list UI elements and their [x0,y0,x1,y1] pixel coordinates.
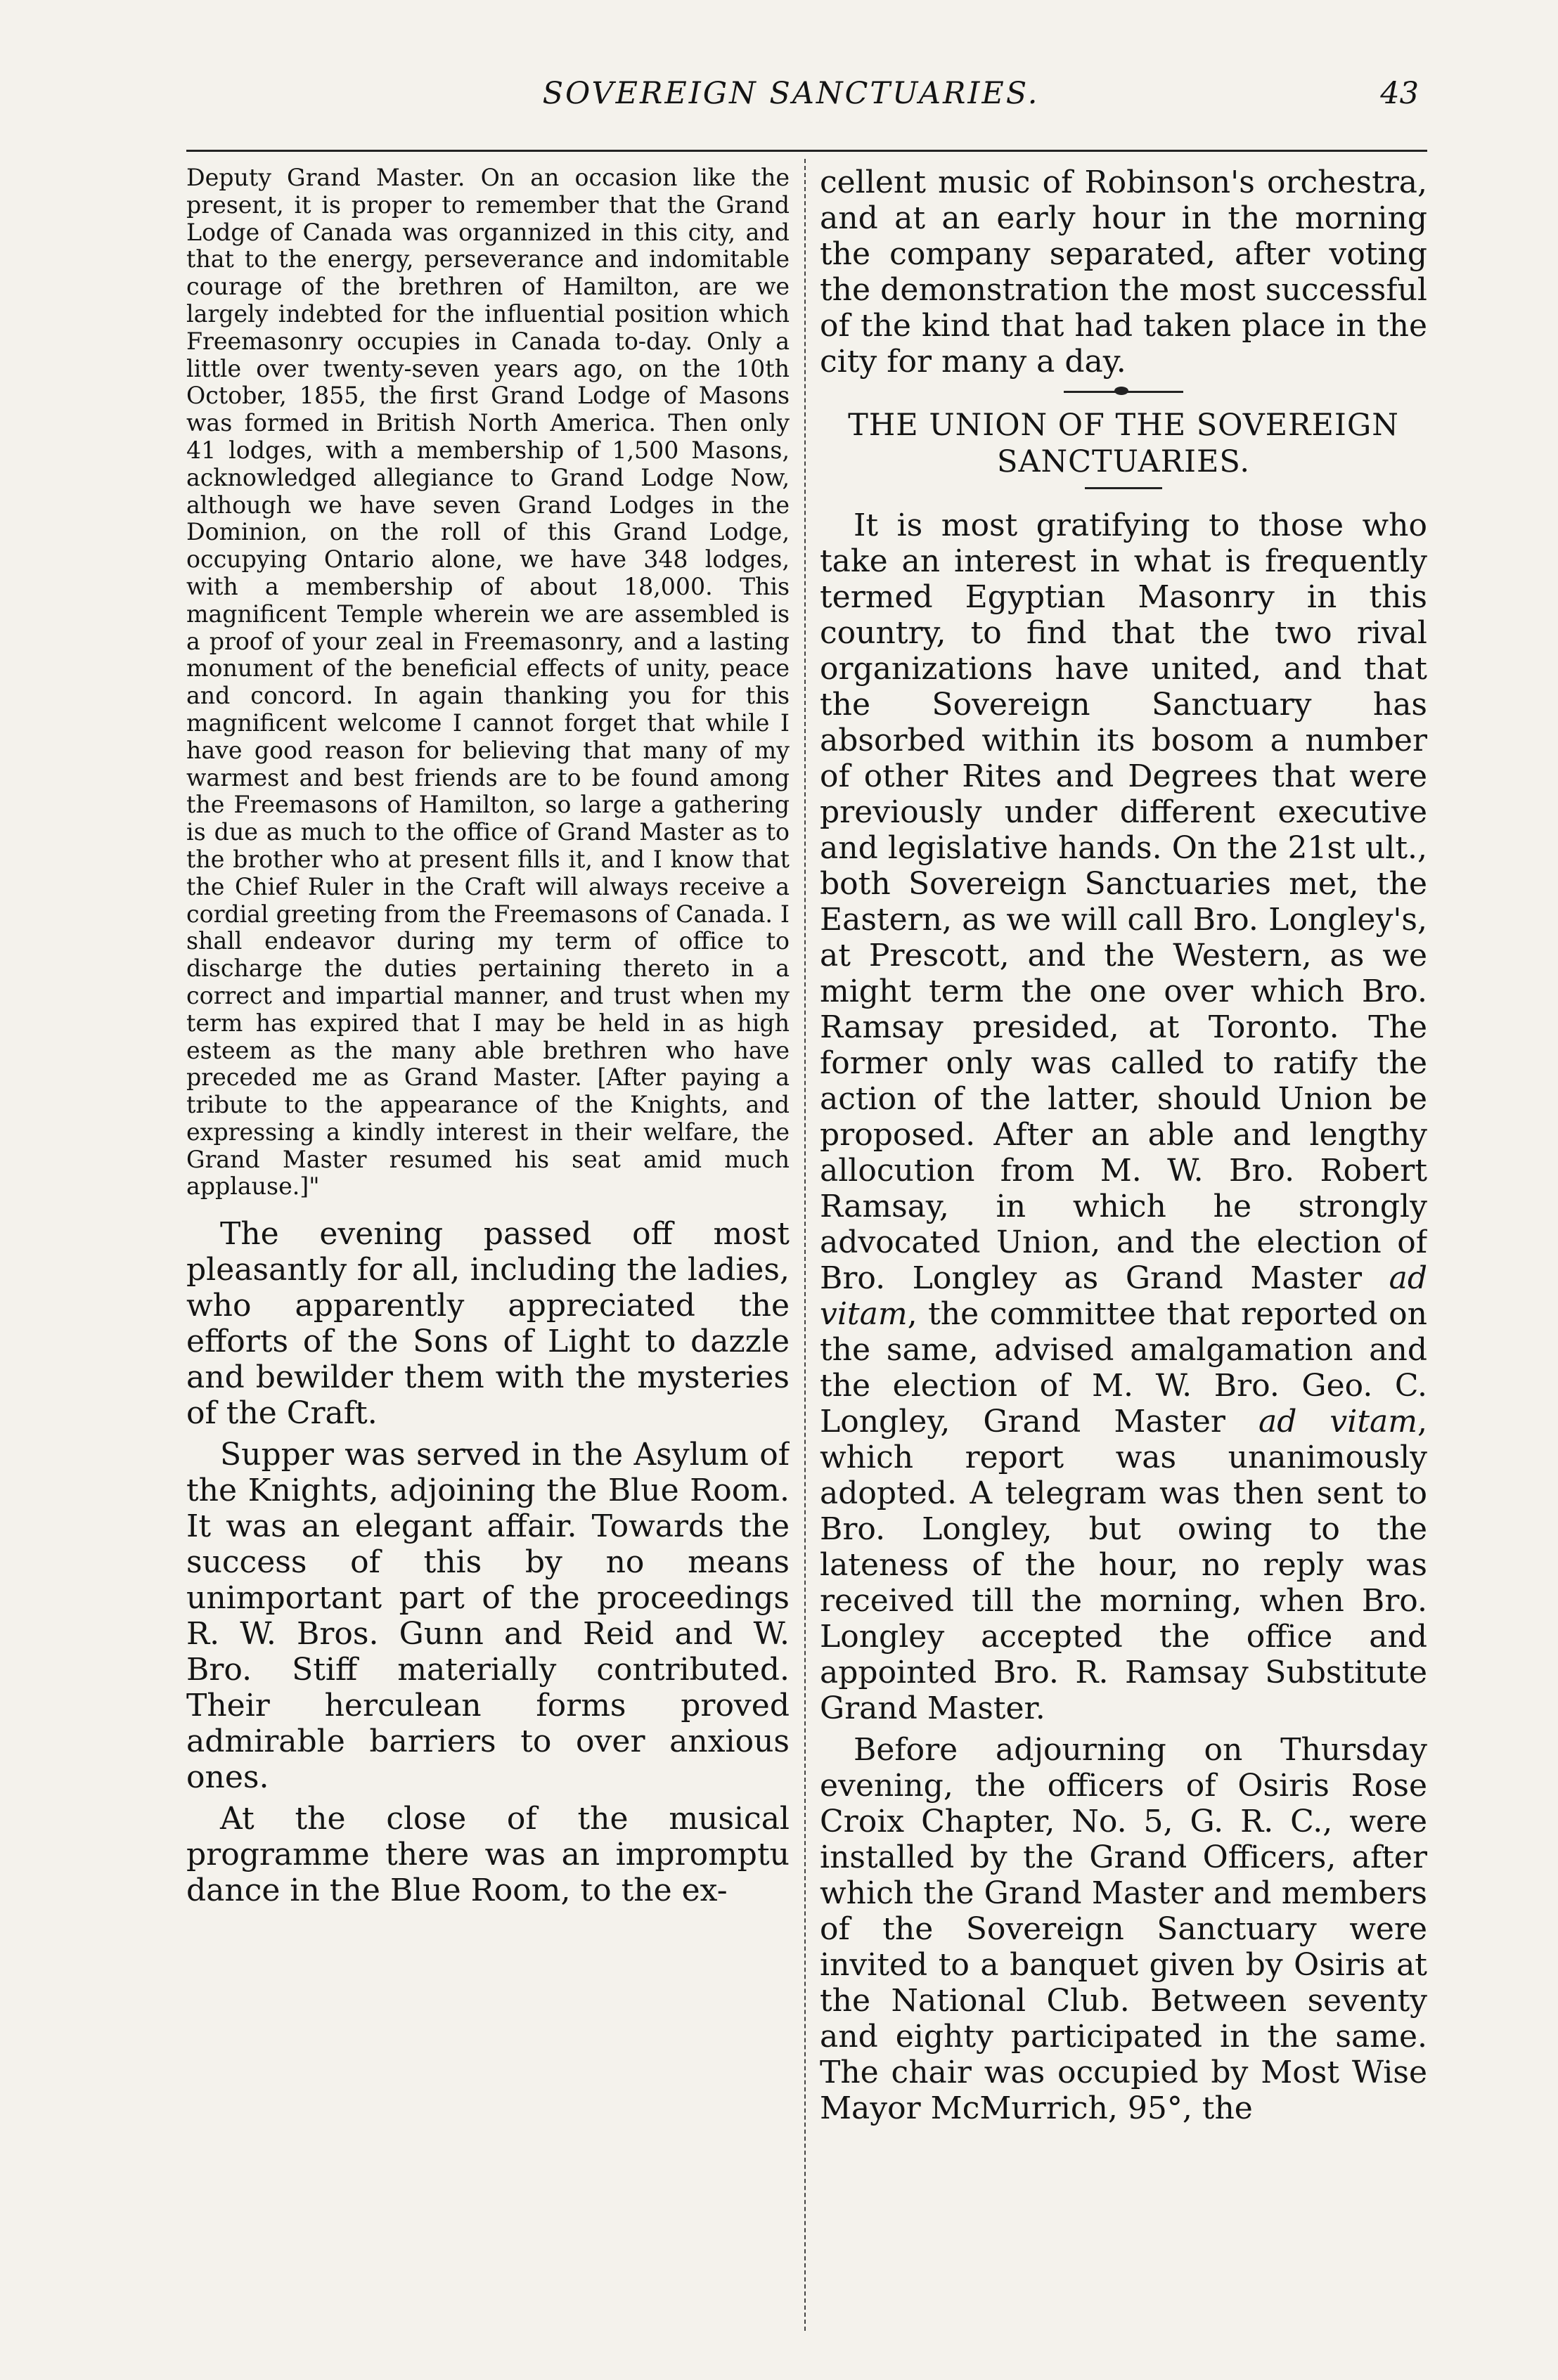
union-text-start: It is most gratifying to those who take an interest in what is frequently termed Egyptian Masonry in this country, to find that the two rival organizations have united, and that the Sovereign Sanctuary has absorbed within its bosom a number of other Rites and Degrees that were previously under different executive and legislative hands. On the 21st ult., both Sovereign Sanctuaries met, the Eastern, as we will call Bro. Longley's, at Prescott, and the Western, as we might term the one over which Bro. Ramsay presided, at Toronto. The former only was called to ratify the action of the latter, should Union be proposed. After an able and lengthy allocution from M. W. Bro. Robert Ramsay, in which he strongly advocated Union, and the election of Bro. Longley as Grand Master [820,507,1427,1296]
header-rule [186,150,1427,152]
union-text-end: , which report was unanimously adopted. A telegram was then sent to Bro. Longley, but owing to the lateness of the hour, no reply was received till the morning, when Bro. Longley accepted the office and appointed Bro. R. Ramsay Substitute Grand Master. [820,1404,1427,1726]
section-heading: THE UNION OF THE SOVEREIGN SANCTUARIES. [848,408,1399,479]
column-divider [804,159,806,2331]
speech-paragraph: Deputy Grand Master. On an occasion like the present, it is proper to remember that the Grand Lodge of Canada was organnized in this city, and that to the energy, perseverance and indomitable courage of the brethren of Hamilton, are we largely indebted for the influential position which Freemasonry occupies in Canada to-day. Only a little over twenty-seven years ago, on the 10th October, 1855, the first Grand Lodge of Masons was formed in British North America. Then only 41 lodges, with a membership of 1,500 Masons, acknowledged allegiance to Grand Lodge Now, although we have seven Grand Lodges in the Dominion, on the roll of this Grand Lodge, occupying Ontario alone, we have 348 lodges, with a membership of about 18,000. This magnificent Temple wherein we are assembled is a proof of your zeal in Freemasonry, and a lasting monument of the beneficial effects of unity, peace and concord. In again thanking you for this magnificent welcome I cannot forget that while I have good reason for believing that many of my warmest and best friends are to be found among the Freemasons of Hamilton, so large a gathering is due as much to the office of Grand Master as to the brother who at present fills it, and I know that the Chief Ruler in the Craft will always receive a cordial greeting from the Freemasons of Canada. I shall endeavor during my term of office to discharge the duties pertaining thereto in a correct and impartial manner, and trust when my term has expired that I may be held in as high esteem as the many able brethren who have preceded me as Grand Master. [After paying a tribute to the appearance of the Knights, and expressing a kindly interest in their welfare, the Grand Master resumed his seat amid much applause.]" [186,164,790,1201]
ad-vitam-2: ad vitam [1258,1404,1417,1440]
union-text-mid: , the committee that reported on the same, advised amalgamation and the election of M. W. Bro. Geo. C. Longley, Grand Master [820,1296,1427,1440]
close-paragraph: At the close of the musical programme there was an impromptu dance in the Blue Room, to the ex- [186,1801,790,1909]
supper-paragraph: Supper was served in the Asylum of the Knights, adjoining the Blue Room. It was an elegant affair. Towards the success of this by no means unimportant part of the proceedings R. W. Bros. Gunn and Reid and W. Bro. Stiff materially contributed. Their herculean forms proved admirable barriers to over anxious ones. [186,1437,790,1796]
union-paragraph [820,507,1427,1726]
running-title: SOVEREIGN SANCTUARIES. [542,76,1040,111]
ornamental-rule [1064,391,1183,393]
page-number: 43 [1380,76,1419,111]
page-header [155,76,1427,132]
continued-paragraph: cellent music of Robinson's orchestra, and at an early hour in the morning the company separated, after voting the demonstration the most successful of the kind that had taken place in the city for many a day. [820,164,1427,380]
adjourn-paragraph: Before adjourning on Thursday evening, the officers of Osiris Rose Croix Chapter, No. 5, G. R. C., were installed by the Grand Officers, after which the Grand Master and members of the Sovereign Sanctuary were invited to a banquet given by Osiris at the National Club. Between seventy and eighty participated in the same. The chair was occupied by Most Wise Mayor McMurrich, 95°, the [820,1732,1427,2126]
left-column [186,164,790,2329]
ad-vitam-1: ad vitam [820,1260,1427,1332]
heading-rule [1085,487,1162,489]
right-column [820,164,1427,2329]
evening-paragraph: The evening passed off most pleasantly for all, including the ladies, who apparently appreciated the efforts of the Sons of Light to dazzle and bewilder them with the mysteries of the Craft. [186,1216,790,1432]
